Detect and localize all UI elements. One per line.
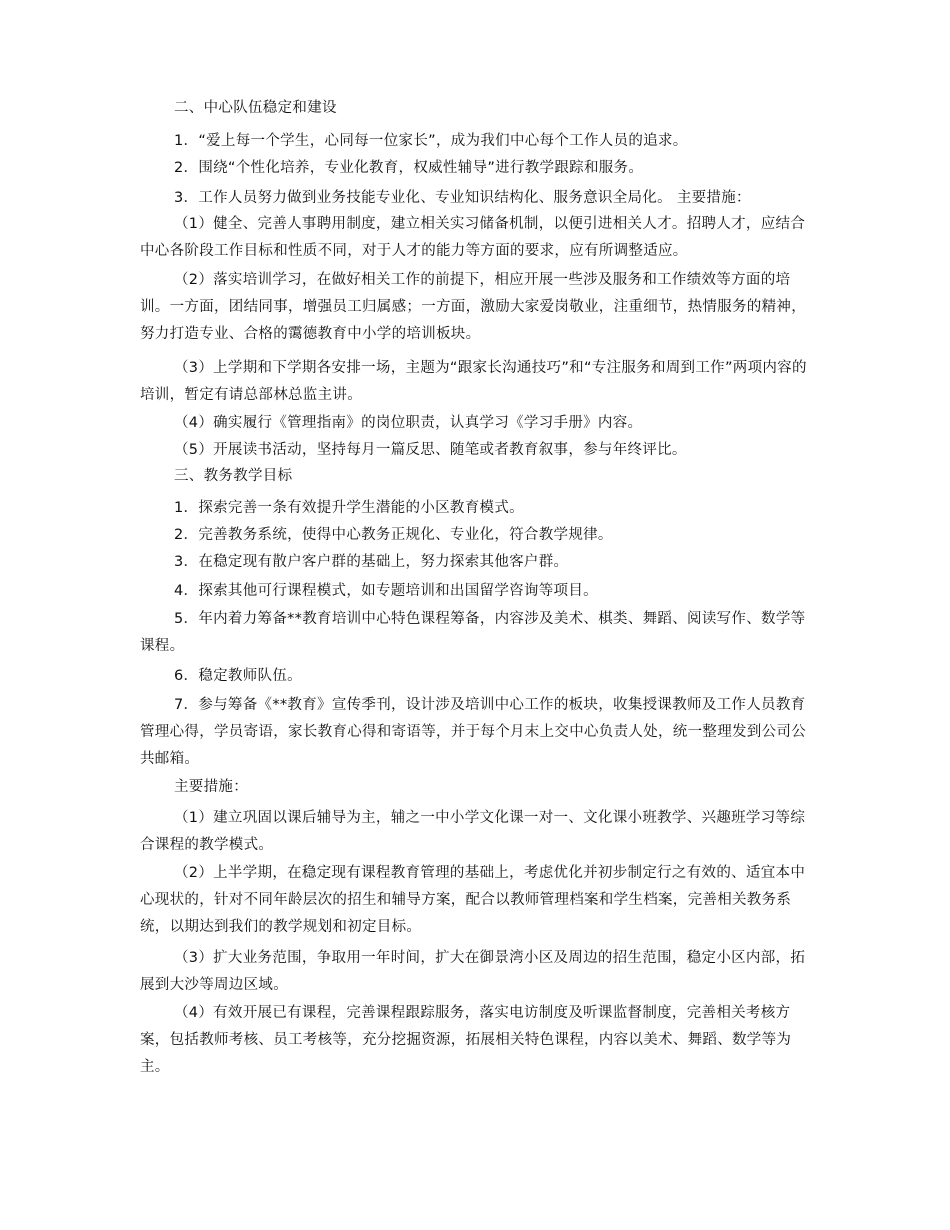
section3-item-3: 3．在稳定现有散户客户群的基础上，努力探索其他客户群。	[174, 554, 569, 570]
section2-measure-1: （1）健全、完善人事聘用制度，建立相关实习储备机制，以便引进相关人才。招聘人才，应结合中心各阶段工作目标和性质不同，对于人才的能力等方面的要求，应有所调整适应。	[140, 216, 806, 259]
section3-item-1: 1．探索完善一条有效提升学生潜能的小区教育模式。	[174, 500, 524, 516]
section2-measure-4: （4）确实履行《管理指南》的岗位职责，认真学习《学习手册》内容。	[174, 415, 643, 431]
section-heading-2: 二、中心队伍稳定和建设	[174, 100, 337, 116]
section2-item-1: 1．“爱上每一个学生，心同每一位家长”，成为我们中心每个工作人员的追求。	[174, 133, 688, 149]
section3-measures-heading: 主要措施：	[174, 779, 248, 795]
section3-item-4: 4．探索其他可行课程模式，如专题培训和出国留学咨询等项目。	[174, 583, 598, 599]
section-heading-3: 三、教务教学目标	[174, 468, 293, 484]
section3-measure-2: （2）上半学期，在稳定现有课程教育管理的基础上，考虑优化并初步制定行之有效的、适宜本中心现状的，针对不同年龄层次的招生和辅导方案，配合以教师管理档案和学生档案，完善相关教务系统，以期达到我们的教学规划和初定目标。	[140, 865, 806, 935]
section3-measure-3: （3）扩大业务范围，争取用一年时间，扩大在御景湾小区及周边的招生范围，稳定小区内部，拓展到大沙等周边区域。	[140, 950, 806, 993]
section3-item-5: 5．年内着力筹备**教育培训中心特色课程筹备，内容涉及美术、棋类、舞蹈、阅读写作、数学等课程。	[140, 611, 806, 654]
section2-measure-5: （5）开展读书活动，坚持每月一篇反思、随笔或者教育叙事，参与年终评比。	[174, 442, 687, 458]
section2-item-3: 3．工作人员努力做到业务技能专业化、专业知识结构化、服务意识全局化。 主要措施：	[174, 190, 751, 206]
section2-item-2: 2．围绕“个性化培养，专业化教育，权威性辅导”进行教学跟踪和服务。	[174, 160, 644, 176]
section3-measure-1: （1）建立巩固以课后辅导为主，辅之一中小学文化课一对一、文化课小班教学、兴趣班学习等综合课程的教学模式。	[140, 810, 806, 853]
section3-item-2: 2．完善教务系统，使得中心教务正规化、专业化，符合教学规律。	[174, 527, 613, 543]
section3-item-6: 6．稳定教师队伍。	[174, 668, 302, 684]
section3-item-7: 7．参与筹备《**教育》宣传季刊，设计涉及培训中心工作的板块，收集授课教师及工作人员教育管理心得，学员寄语，家长教育心得和寄语等，并于每个月末上交中心负责人处，统一整理发到公司公共邮箱。	[140, 697, 806, 767]
section2-measure-2: （2）落实培训学习，在做好相关工作的前提下，相应开展一些涉及服务和工作绩效等方面的培训。一方面，团结同事，增强员工归属感；一方面，激励大家爱岗敬业，注重细节，热情服务的精神，努力打造专业、合格的霭德教育中小学的培训板块。	[140, 272, 806, 342]
section2-measure-3: （3）上学期和下学期各安排一场，主题为“跟家长沟通技巧”和“专注服务和周到工作”两项内容的培训，暂定有请总部林总监主讲。	[140, 360, 807, 403]
section3-measure-4: （4）有效开展已有课程，完善课程跟踪服务，落实电访制度及听课监督制度，完善相关考核方案，包括教师考核、员工考核等，充分挖掘资源，拓展相关特色课程，内容以美术、舞蹈、数学等为主。	[140, 1005, 792, 1075]
